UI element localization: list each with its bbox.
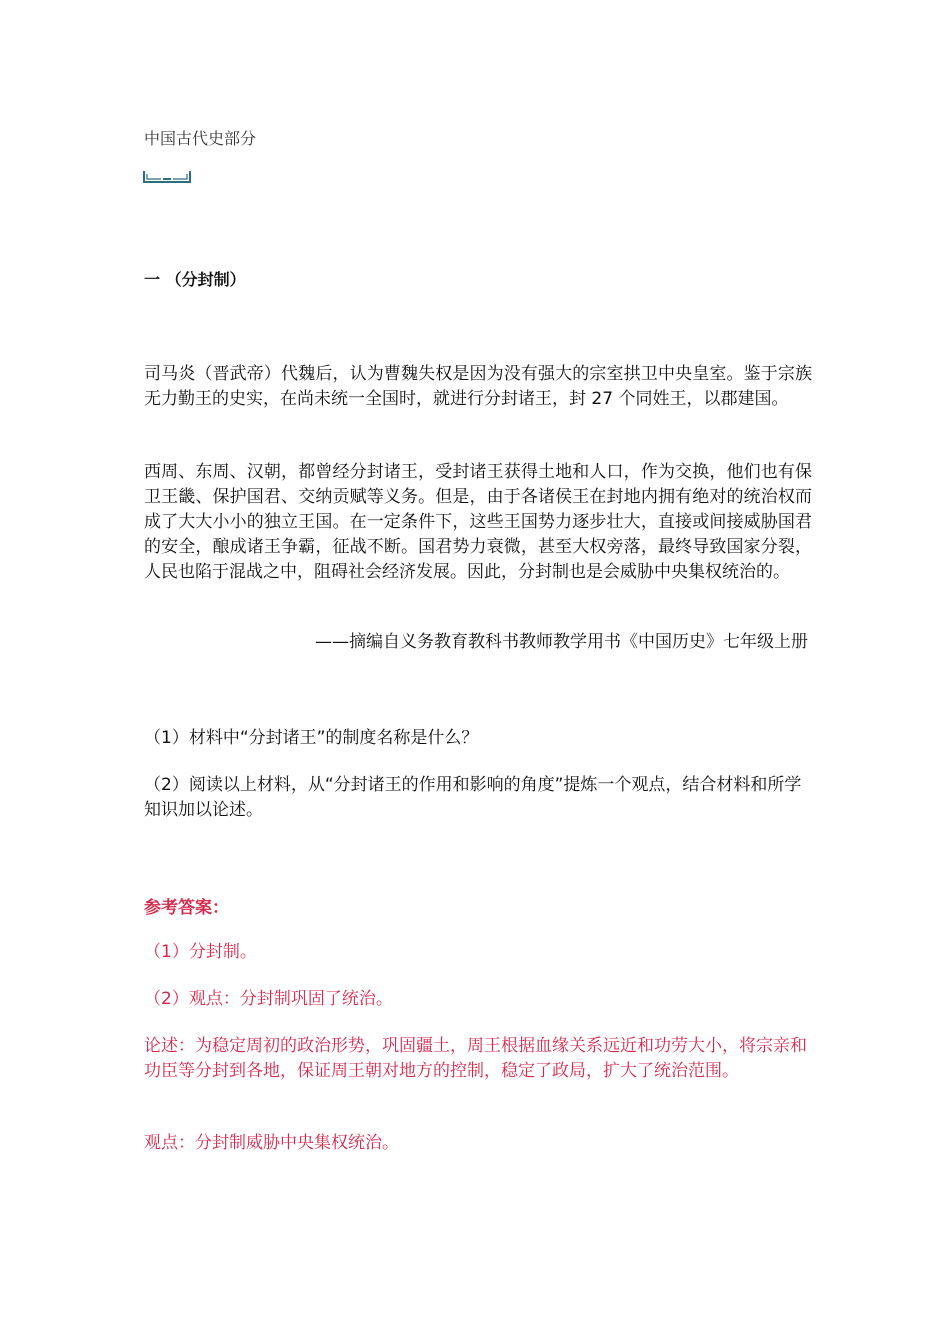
material-paragraph-1: 司马炎（晋武帝）代魏后，认为曹魏失权是因为没有强大的宗室拱卫中央皇室。鉴于宗族无力勤王的史实，在尚未统一全国时，就进行分封诸王，封 27 个同姓王，以郡建国。: [144, 364, 812, 409]
question-2: （2）阅读以上材料，从“分封诸王的作用和影响的角度”提炼一个观点，结合材料和所学知识加以论述。: [144, 775, 802, 820]
answer-argument: 论述：为稳定周初的政治形势，巩固疆土，周王根据血缘关系远近和功劳大小，将宗亲和功臣等分封到各地，保证周王朝对地方的控制，稳定了政局，扩大了统治范围。: [144, 1036, 807, 1081]
decorative-bracket-icon: [143, 170, 191, 184]
material-paragraph-2: 西周、东周、汉朝，都曾经分封诸王，受封诸王获得土地和人口，作为交换，他们也有保卫王畿、保护国君、交纳贡赋等义务。但是，由于各诸侯王在封地内拥有绝对的统治权而成了大大小小的独立王国。在一定条件下，这些王国势力逐步壮大，直接或间接威胁国君的安全，酿成诸王争霸，征战不断。国君势力衰微，甚至大权旁落，最终导致国家分裂，人民也陷于混战之中，阻碍社会经济发展。因此，分封制也是会威胁中央集权统治的。: [144, 462, 812, 582]
answer-2: （2）观点：分封制巩固了统治。: [144, 989, 393, 1009]
answer-1: （1）分封制。: [144, 942, 257, 962]
answer-viewpoint: 观点：分封制威胁中央集权统治。: [144, 1133, 399, 1153]
answer-label: 参考答案：: [144, 898, 229, 918]
section-heading: 一 （分封制）: [144, 270, 246, 289]
question-1: （1）材料中“分封诸王”的制度名称是什么？: [144, 728, 479, 748]
source-citation: ——摘编自义务教育教科书教师教学用书《中国历史》七年级上册: [315, 632, 808, 652]
section-title: 中国古代史部分: [144, 129, 257, 148]
